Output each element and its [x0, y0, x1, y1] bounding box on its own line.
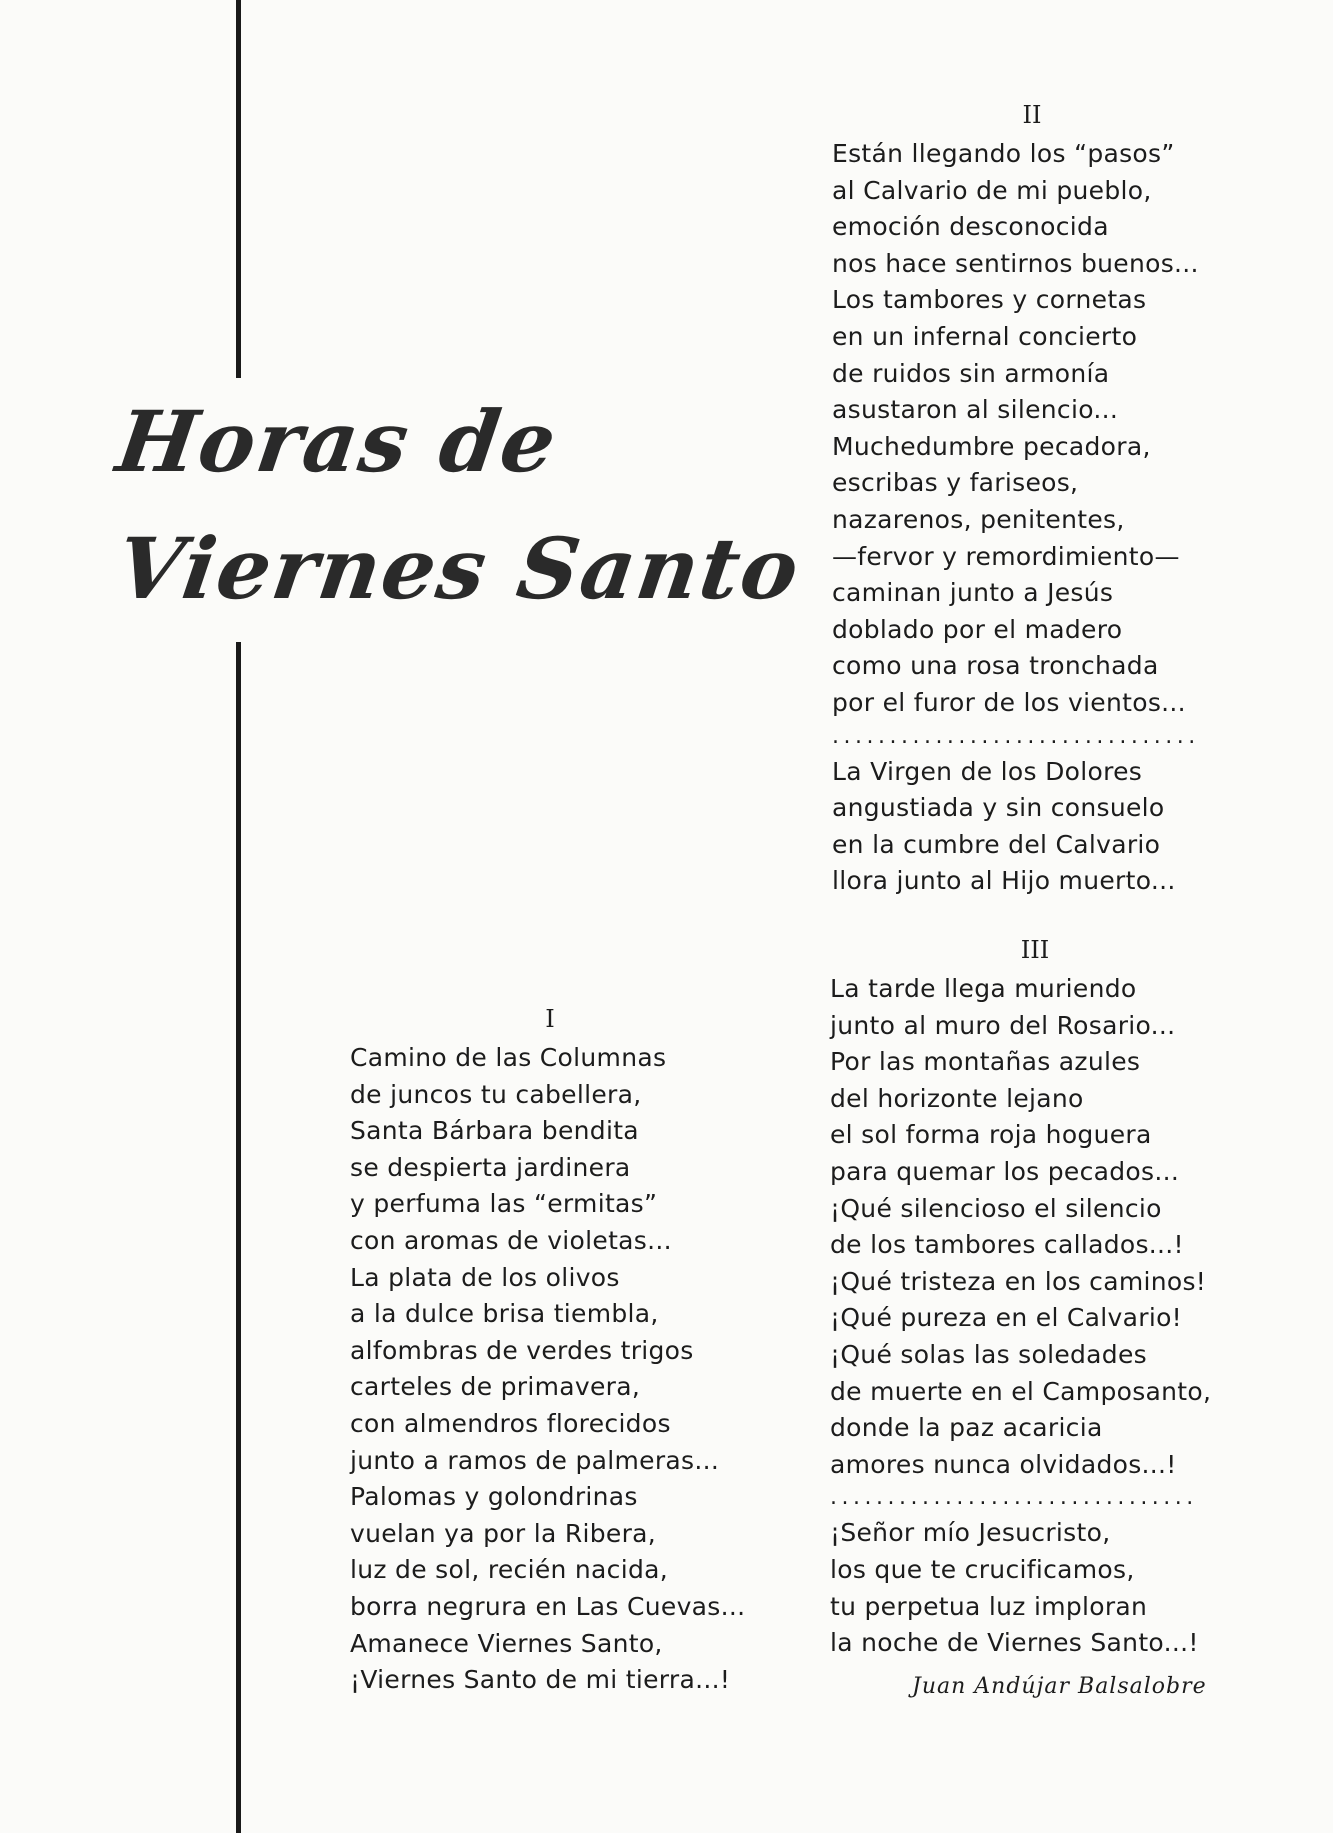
verse-line: Están llegando los “pasos”	[832, 139, 1175, 168]
verse-line: asustaron al silencio...	[832, 395, 1119, 425]
verse-line: para quemar los pecados...	[830, 1156, 1180, 1186]
verse-line: de muerte en el Camposanto,	[830, 1376, 1212, 1406]
dotted-separator: ................................	[832, 723, 1200, 749]
verse-line: en un infernal concierto	[832, 321, 1138, 351]
poem-section-3	[830, 935, 1230, 1662]
verse-line: luz de sol, recién nacida,	[350, 1555, 668, 1585]
section-numeral: I	[545, 1005, 555, 1033]
verse-line: Los tambores y cornetas	[832, 285, 1147, 315]
verse-line: Santa Bárbara bendita	[350, 1116, 639, 1146]
verse-line: por el furor de los vientos...	[832, 687, 1186, 717]
verse-line: ¡Qué pureza en el Calvario!	[830, 1303, 1183, 1333]
verse-line: junto a ramos de palmeras...	[350, 1445, 720, 1475]
verse-line: llora junto al Hijo muerto...	[832, 866, 1176, 896]
vertical-rule-top	[236, 0, 241, 378]
verse-line: doblado por el madero	[832, 614, 1123, 644]
verse-line: Muchedumbre pecadora,	[832, 431, 1151, 461]
verse-line: alfombras de verdes trigos	[350, 1335, 694, 1365]
verse-line: La tarde llega muriendo	[830, 974, 1137, 1003]
verse-line: ¡Qué silencioso el silencio	[830, 1193, 1162, 1223]
verse-line: caminan junto a Jesús	[832, 578, 1114, 608]
verse-line: —fervor y remordimiento—	[832, 541, 1180, 571]
verse-block	[832, 136, 1232, 722]
section-numeral: III	[1020, 936, 1050, 964]
verse-line: junto al muro del Rosario...	[830, 1010, 1176, 1040]
verse-line: nazarenos, penitentes,	[832, 504, 1125, 534]
verse-line: ¡Qué tristeza en los caminos!	[830, 1266, 1207, 1296]
verse-line: borra negrura en Las Cuevas...	[350, 1591, 746, 1621]
verse-line: y perfuma las “ermitas”	[350, 1189, 658, 1219]
verse-block	[830, 971, 1230, 1483]
poem-title-line-1: Horas de	[111, 392, 564, 491]
verse-line: la noche de Viernes Santo...!	[830, 1628, 1199, 1658]
verse-line: angustiada y sin consuelo	[832, 793, 1165, 823]
verse-line: el sol forma roja hoguera	[830, 1120, 1152, 1150]
verse-line: Amanece Viernes Santo,	[350, 1628, 663, 1658]
poem-section-1	[350, 1004, 770, 1699]
verse-line: los que te crucificamos,	[830, 1554, 1135, 1584]
verse-line: nos hace sentirnos buenos...	[832, 248, 1199, 278]
verse-line: Palomas y golondrinas	[350, 1482, 638, 1512]
dotted-separator: ................................	[830, 1485, 1198, 1511]
verse-line: de juncos tu cabellera,	[350, 1079, 642, 1109]
verse-line: escribas y fariseos,	[832, 468, 1079, 498]
verse-line: en la cumbre del Calvario	[832, 829, 1161, 859]
verse-line: ¡Qué solas las soledades	[830, 1339, 1147, 1369]
verse-line: Camino de las Columnas	[350, 1043, 667, 1072]
verse-line: donde la paz acaricia	[830, 1413, 1103, 1443]
section-numeral: II	[1022, 101, 1042, 129]
verse-line: La plata de los olivos	[350, 1262, 620, 1292]
verse-line: se despierta jardinera	[350, 1152, 631, 1182]
verse-line: La Virgen de los Dolores	[832, 756, 1143, 786]
verse-block	[350, 1040, 770, 1699]
vertical-rule-bottom	[236, 642, 241, 1833]
verse-line: al Calvario de mi pueblo,	[832, 175, 1152, 205]
verse-line: ¡Señor mío Jesucristo,	[830, 1518, 1111, 1548]
verse-line: a la dulce brisa tiembla,	[350, 1299, 659, 1329]
poem-section-2	[832, 100, 1232, 900]
verse-line: amores nunca olvidados...!	[830, 1449, 1177, 1479]
poem-title-line-2: Viernes Santo	[111, 519, 807, 618]
verse-block	[832, 754, 1232, 900]
verse-line: carteles de primavera,	[350, 1372, 641, 1402]
author-signature: Juan Andújar Balsalobre	[912, 1674, 1207, 1699]
verse-line: tu perpetua luz imploran	[830, 1591, 1148, 1621]
verse-line: Por las montañas azules	[830, 1047, 1141, 1077]
verse-line: de los tambores callados...!	[830, 1230, 1184, 1260]
verse-line: ¡Viernes Santo de mi tierra...!	[350, 1665, 731, 1695]
verse-line: con almendros florecidos	[350, 1408, 671, 1438]
verse-line: como una rosa tronchada	[832, 651, 1159, 681]
verse-line: de ruidos sin armonía	[832, 358, 1110, 388]
verse-line: del horizonte lejano	[830, 1083, 1084, 1113]
verse-line: emoción desconocida	[832, 212, 1109, 242]
verse-line: vuelan ya por la Ribera,	[350, 1518, 657, 1548]
verse-block	[830, 1515, 1230, 1661]
verse-line: con aromas de violetas...	[350, 1225, 672, 1255]
